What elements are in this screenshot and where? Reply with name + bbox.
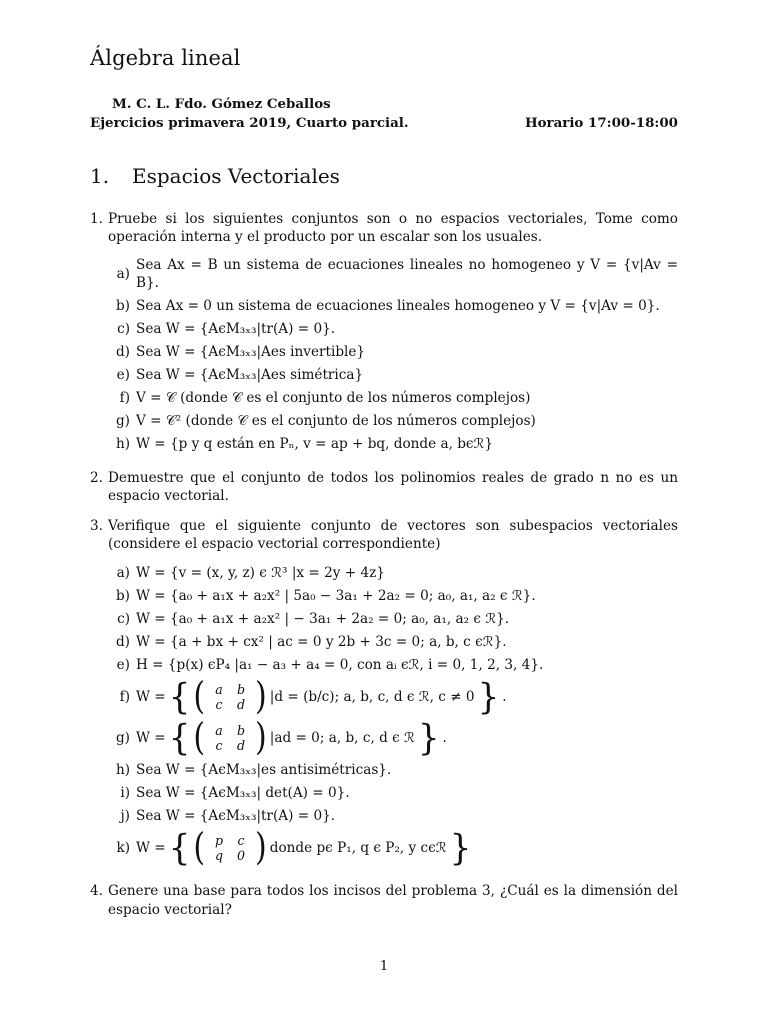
problem-item xyxy=(90,469,678,505)
subitem xyxy=(108,388,678,408)
section-title: Espacios Vectoriales xyxy=(132,164,340,189)
section-heading xyxy=(90,163,678,190)
matrix-cell: 0 xyxy=(237,847,246,863)
problem-text: Verifique que el siguiente conjunto de vectores son subespacios vectoriales (considere el espacio vectorial correspondiente) xyxy=(108,518,678,553)
subitem-text: W = {v = (x, y, z) ϵ ℛ³ |x = 2y + 4z} xyxy=(136,565,385,582)
matrix-cell: a xyxy=(215,722,223,738)
subitem xyxy=(108,655,678,675)
right-paren: ) xyxy=(255,715,267,760)
subitem xyxy=(108,434,678,454)
matrix-prefix: W = xyxy=(136,689,166,706)
author-line: M. C. L. Fdo. Gómez Ceballos xyxy=(112,96,331,113)
matrix-prefix: W = xyxy=(136,840,166,857)
matrix-cell: d xyxy=(237,696,246,712)
document-title: Álgebra lineal xyxy=(90,46,241,70)
subitem xyxy=(108,411,678,431)
subitem-text: H = {p(x) ϵP₄ |a₁ − a₃ + a₄ = 0, con aᵢ ϵℛ, i = 0, 1, 2, 3, 4}. xyxy=(136,657,544,674)
subitem xyxy=(108,632,678,652)
problem-text: Pruebe si los siguientes conjuntos son o no espacios vectoriales, Tome como operación interna y el producto por un escalar son los usuales. xyxy=(108,210,678,246)
subitem xyxy=(108,783,678,803)
matrix-2x2 xyxy=(208,723,252,753)
subitem-label: e) xyxy=(116,366,130,383)
matrix-cell: q xyxy=(215,847,224,863)
subitem-label: c) xyxy=(117,611,130,628)
left-paren: ( xyxy=(193,825,206,870)
matrix-cell: b xyxy=(237,681,246,697)
subitem-text: V = 𝒞² (donde 𝒞 es el conjunto de los números complejos) xyxy=(136,412,536,429)
subitem xyxy=(108,609,678,629)
subitem xyxy=(108,760,678,780)
document-page xyxy=(90,44,678,931)
left-paren: ( xyxy=(193,674,206,719)
matrix-2x2 xyxy=(208,682,252,712)
right-paren: ) xyxy=(255,674,267,719)
schedule-info: Horario 17:00-18:00 xyxy=(524,115,678,132)
subitem-label: a) xyxy=(116,565,130,582)
subitem xyxy=(108,563,678,583)
problem-text: Demuestre que el conjunto de todos los polinomios reales de grado n no es un espacio vectorial. xyxy=(108,469,678,504)
matrix-cell: p xyxy=(215,832,224,848)
subitem-label: h) xyxy=(115,762,130,779)
subitem-label: f) xyxy=(119,689,130,706)
subitem-label: j) xyxy=(120,808,130,825)
subitem-label: d) xyxy=(115,343,130,360)
subitem xyxy=(108,319,678,339)
subitem-text: V = 𝒞 (donde 𝒞 es el conjunto de los números complejos) xyxy=(136,389,531,406)
matrix-cell: d xyxy=(237,737,246,753)
subitem-text: Sea W = {AϵM₃ₓ₃| det(A) = 0}. xyxy=(136,785,350,802)
problem-list xyxy=(90,210,678,919)
subitem-matrix xyxy=(108,715,678,760)
matrix-cell: c xyxy=(215,696,223,712)
matrix-prefix: W = xyxy=(136,730,166,747)
subitem-text: Sea W = {AϵM₃ₓ₃|tr(A) = 0}. xyxy=(136,320,336,337)
problem-number: 1. xyxy=(90,210,103,227)
page-number: 1 xyxy=(379,959,389,974)
subitem-matrix xyxy=(108,825,678,870)
problem-number: 2. xyxy=(90,469,103,486)
matrix-condition: |ad = 0; a, b, c, d ϵ ℛ xyxy=(269,730,415,747)
subitem-label: i) xyxy=(120,785,130,802)
course-meta-line xyxy=(90,115,678,133)
subitem-text: Sea Ax = B un sistema de ecuaciones lineales no homogeneo y V = {v|Av = B}. xyxy=(136,257,678,292)
problem-text: Genere una base para todos los incisos del problema 3, ¿Cuál es la dimensión del espacio vectorial? xyxy=(108,883,678,918)
matrix-cell: a xyxy=(215,681,223,697)
subitem-label: d) xyxy=(115,634,130,651)
left-brace: { xyxy=(168,676,191,719)
subitem-label: e) xyxy=(116,657,130,674)
matrix-condition: |d = (b/c); a, b, c, d ϵ ℛ, c ≠ 0 xyxy=(269,689,475,706)
course-info: Ejercicios primavera 2019, Cuarto parcial. xyxy=(90,115,409,132)
subitem xyxy=(108,806,678,826)
subitem-label: k) xyxy=(116,840,130,857)
matrix-condition: donde pϵ P₁, q ϵ P₂, y cϵℛ xyxy=(269,840,447,857)
subitem-text: W = {a₀ + a₁x + a₂x² | 5a₀ − 3a₁ + 2a₂ = 0; a₀, a₁, a₂ ϵ ℛ}. xyxy=(136,588,536,605)
subitem-text: Sea W = {AϵM₃ₓ₃|es antisimétricas}. xyxy=(136,762,392,779)
subitem-text: W = {p y q están en Pₙ, v = ap + bq, donde a, bϵℛ} xyxy=(136,435,494,452)
matrix-cell: b xyxy=(237,722,246,738)
left-brace: { xyxy=(168,827,191,870)
left-brace: { xyxy=(168,717,191,760)
subitem-text: Sea W = {AϵM₃ₓ₃|Aes invertible} xyxy=(136,343,366,360)
subitem-matrix xyxy=(108,674,678,719)
problem-item xyxy=(90,882,678,918)
subitem-label: a) xyxy=(116,266,130,283)
subitem-text: Sea W = {AϵM₃ₓ₃|Aes simétrica} xyxy=(136,366,364,383)
right-brace: } xyxy=(449,827,472,870)
problem-item xyxy=(90,517,678,870)
subitem-label: c) xyxy=(117,320,130,337)
left-paren: ( xyxy=(193,715,206,760)
subitem-label: h) xyxy=(115,435,130,452)
matrix-end: . xyxy=(502,689,507,706)
problem-item xyxy=(90,210,678,457)
matrix-cell: c xyxy=(237,832,245,848)
right-brace: } xyxy=(477,676,500,719)
subitem-list xyxy=(108,563,678,870)
right-brace: } xyxy=(417,717,440,760)
subitem-label: g) xyxy=(115,730,130,747)
subitem xyxy=(108,586,678,606)
subitem xyxy=(108,296,678,316)
subitem-label: b) xyxy=(115,297,130,314)
subitem-text: W = {a₀ + a₁x + a₂x² | − 3a₁ + 2a₂ = 0; a₀, a₁, a₂ ϵ ℛ}. xyxy=(136,611,510,628)
matrix-cell: c xyxy=(215,737,223,753)
subitem-label: g) xyxy=(115,412,130,429)
subitem-text: Sea Ax = 0 un sistema de ecuaciones lineales homogeneo y V = {v|Av = 0}. xyxy=(136,297,660,314)
subitem xyxy=(108,342,678,362)
problem-number: 4. xyxy=(90,883,103,900)
subitem-label: f) xyxy=(119,389,130,406)
subitem-label: b) xyxy=(115,588,130,605)
section-number: 1. xyxy=(90,164,110,189)
problem-number: 3. xyxy=(90,518,103,535)
subitem-text: W = {a + bx + cx² | ac = 0 y 2b + 3c = 0; a, b, c ϵℛ}. xyxy=(136,634,507,651)
matrix-end: . xyxy=(442,730,447,747)
subitem-text: Sea W = {AϵM₃ₓ₃|tr(A) = 0}. xyxy=(136,808,336,825)
subitem xyxy=(108,256,678,292)
subitem xyxy=(108,365,678,385)
right-paren: ) xyxy=(255,825,267,870)
matrix-2x2 xyxy=(208,833,252,863)
subitem-list xyxy=(108,256,678,453)
